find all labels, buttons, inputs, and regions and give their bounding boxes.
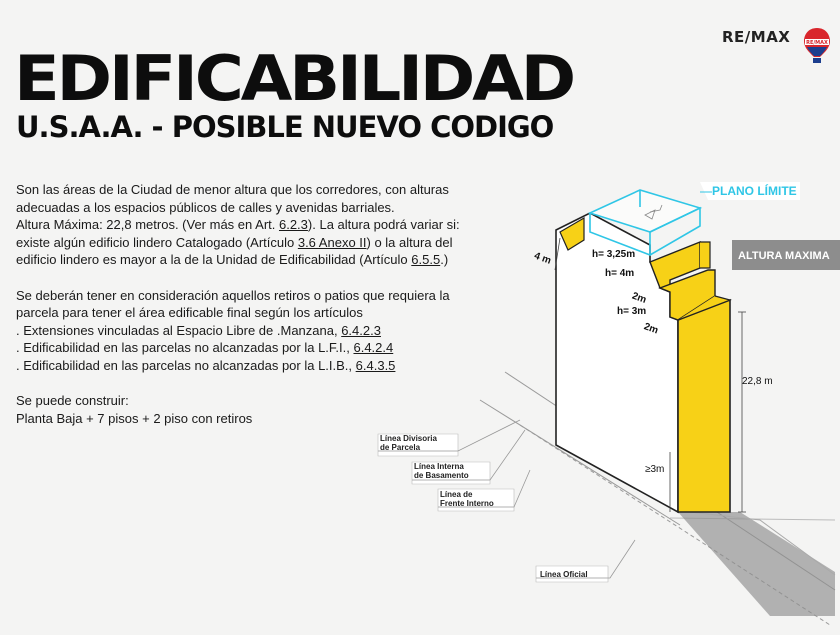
- plano-limite-callout: [700, 182, 800, 200]
- linea-frente-label-2: Frente Interno: [440, 499, 494, 508]
- page-subtitle: U.S.A.A. - POSIBLE NUEVO CODIGO: [16, 110, 554, 144]
- body-line: existe algún edificio lindero Catalogado (Artículo: [16, 234, 298, 250]
- dim-3m: ≥3m: [645, 464, 665, 475]
- article-link-3-6-anexo[interactable]: 3.6 Anexo II: [297, 234, 367, 250]
- article-link-6-4-3-5[interactable]: 6.4.3.5: [355, 357, 396, 373]
- linea-divisoria-label-1: Línea Divisoria: [380, 434, 437, 443]
- article-link-6-2-3[interactable]: 6.2.3: [278, 217, 308, 233]
- remax-balloon-icon: [802, 26, 832, 66]
- body-line: . Extensiones vinculadas al Espacio Libre de .Manzana,: [16, 322, 342, 338]
- body-line: Se puede construir:: [16, 393, 129, 409]
- dim-2m-b: 2m: [642, 321, 660, 337]
- sidewalk-shape: [678, 512, 835, 616]
- dim-h-4: h= 4m: [605, 268, 635, 279]
- building-diagram: [370, 170, 840, 630]
- dim-h-3: h= 3m: [617, 306, 647, 317]
- body-line: . Edificabilidad en las parcelas no alcanzadas por la L.I.B.,: [16, 357, 356, 373]
- altura-maxima-callout: [732, 240, 840, 270]
- article-link-6-5-5[interactable]: 6.5.5: [411, 252, 441, 268]
- building-diagram-svg: [370, 170, 840, 630]
- body-line: Se deberán tener en consideración aquellos retiros o patios que requiera la: [16, 287, 450, 303]
- page-title: EDIFICABILIDAD: [14, 42, 574, 115]
- brand-logo-text: RE/MAX: [722, 28, 791, 46]
- body-line: . Edificabilidad en las parcelas no alcanzadas por la L.F.I.,: [16, 340, 354, 356]
- dim-h-325: h= 3,25m: [592, 249, 636, 260]
- article-link-6-4-2-3[interactable]: 6.4.2.3: [341, 322, 381, 338]
- body-line: ) o la altura del: [366, 234, 453, 250]
- body-line: edificio lindero es mayor a la de la Unidad de Edificabilidad (Artículo: [16, 252, 412, 268]
- body-line: ). La altura podrá variar si:: [307, 217, 460, 233]
- altura-maxima-label: ALTURA MAXIMA: [738, 250, 830, 262]
- article-link-6-4-2-4[interactable]: 6.4.2.4: [353, 340, 394, 356]
- linea-oficial-label: Línea Oficial: [540, 570, 588, 579]
- linea-interna-label-1: Línea Interna: [414, 462, 464, 471]
- dim-2m-a: 2m: [630, 290, 648, 306]
- body-line: .): [440, 252, 449, 268]
- linea-interna-label-2: de Basamento: [414, 471, 469, 480]
- linea-divisoria-label-2: de Parcela: [380, 443, 421, 452]
- body-line: adecuadas a los espacios públicos de calles y avenidas barriales.: [16, 199, 395, 215]
- body-line: Altura Máxima: 22,8 metros. (Ver más en Art.: [16, 217, 279, 233]
- plano-limite-label: PLANO LÍMITE: [712, 184, 797, 198]
- linea-frente-label-1: Línea de: [440, 490, 473, 499]
- dim-height: 22,8 m: [742, 376, 773, 387]
- body-line: parcela para tener el área edificable final según los artículos: [16, 305, 363, 321]
- body-line: Planta Baja + 7 pisos + 2 piso con retiros: [16, 410, 253, 426]
- svg-text:RE/MAX: RE/MAX: [806, 40, 828, 46]
- building-front-face: [678, 300, 730, 512]
- dim-4m-side: 4 m: [532, 250, 553, 267]
- body-line: Son las áreas de la Ciudad de menor altura que los corredores, con alturas: [16, 182, 449, 197]
